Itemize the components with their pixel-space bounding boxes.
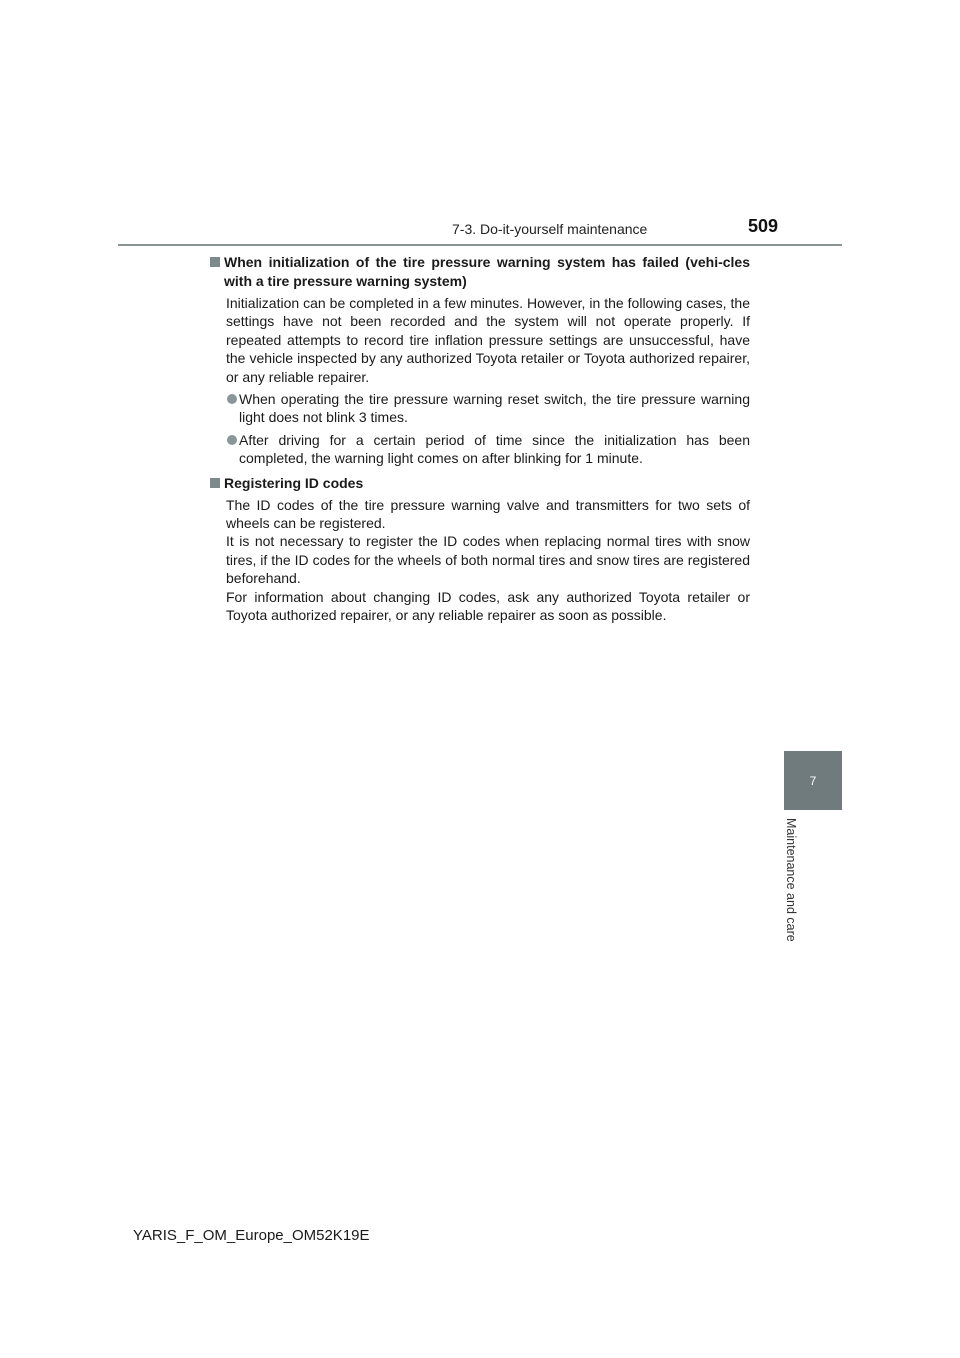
document-code: YARIS_F_OM_Europe_OM52K19E	[133, 1227, 370, 1244]
body-paragraph: For information about changing ID codes, ask any authorized Toyota retailer or Toyota authorized repairer, or any reliable repairer as soon as possible.	[226, 588, 750, 624]
list-item	[226, 431, 750, 468]
circle-bullet-icon	[227, 394, 237, 404]
section-heading	[209, 253, 750, 291]
chapter-title: Maintenance and care	[784, 818, 798, 942]
main-content	[209, 253, 750, 625]
section-title: 7-3. Do-it-yourself maintenance	[452, 221, 648, 237]
chapter-tab	[784, 751, 842, 810]
chapter-number: 7	[809, 773, 817, 788]
chapter-label-container	[784, 818, 806, 968]
square-bullet-icon	[210, 257, 220, 267]
list-item-text: After driving for a certain period of time since the initialization has been completed, the warning light comes on after blinking for 1 minute.	[239, 431, 750, 467]
body-paragraph: The ID codes of the tire pressure warning valve and transmitters for two sets of wheels can be registered.	[226, 496, 750, 532]
list-item	[226, 390, 750, 427]
circle-bullet-icon	[227, 435, 237, 445]
list-item-text: When operating the tire pressure warning reset switch, the tire pressure warning light does not blink 3 times.	[239, 391, 750, 426]
header-divider	[118, 244, 842, 246]
section-heading-text: Registering ID codes	[224, 474, 364, 491]
body-paragraph: It is not necessary to register the ID codes when replacing normal tires with snow tires, if the ID codes for the wheels of both normal tires and snow tires are registered beforehand.	[226, 533, 750, 587]
page-number: 509	[747, 216, 778, 236]
page-header	[0, 0, 960, 250]
body-paragraph: Initialization can be completed in a few minutes. However, in the following cases, the settings have not been recorded and the system will not operate properly. If repeated attempts to record tire inflation pressure settings are unsuccessful, have the vehicle inspected by any authorized Toyota retailer or Toyota authorized repairer, or any reliable repairer.	[226, 295, 750, 385]
section-heading-text: When initialization of the tire pressure warning system has failed (vehi-cles with a tire pressure warning system)	[224, 254, 750, 289]
square-bullet-icon	[210, 478, 220, 488]
section-heading	[209, 474, 750, 493]
